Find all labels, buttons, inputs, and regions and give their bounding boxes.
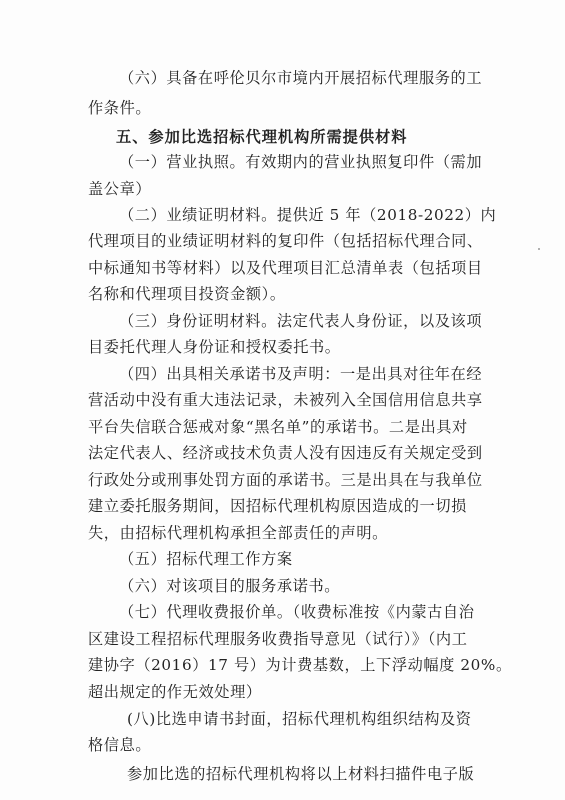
material-2-line3: 中标通知书等材料）以及代理项目汇总清单表（包括项目 [88, 259, 483, 277]
material-7-line1: （七）代理收费报价单。（收费标准按《内蒙古自治 [119, 603, 475, 621]
material-4-line2: 营活动中没有重大违法记录，未被列入全国信用信息共享 [88, 391, 483, 409]
material-6-line1: （六）对该项目的服务承诺书。 [119, 577, 341, 595]
material-4-line5: 行政处分或刑事处罚方面的承诺书。三是出具在与我单位 [88, 471, 483, 489]
material-4-line7: 失，由招标代理机构承担全部责任的声明。 [88, 524, 388, 542]
material-4-line3: 平台失信联合惩戒对象“黑名单”的承诺书。二是出具对 [88, 418, 468, 436]
closing-line1: 参加比选的招标代理机构将以上材料扫描件电子版 [127, 765, 475, 783]
material-8-line2: 格信息。 [88, 736, 152, 754]
material-1-line1: （一）营业执照。有效期内的营业执照复印件（需加 [119, 153, 483, 171]
material-8-line1: (八)比选申请书封面，招标代理机构组织结构及资 [127, 710, 472, 728]
material-7-line4: 超出规定的作无效处理） [88, 683, 262, 701]
item6-line1: （六）具备在呼伦贝尔市境内开展招标代理服务的工 [119, 69, 483, 87]
material-7-line3: 建协字（2016）17 号）为计费基数，上下浮动幅度 20%。 [88, 656, 512, 674]
material-2-line4: 名称和代理项目投资金额）。 [88, 285, 286, 303]
material-5-line1: （五）招标代理工作方案 [119, 550, 293, 568]
material-4-line6: 建立委托服务期间，因招标代理机构原因造成的一切损 [88, 497, 467, 515]
material-7-line2: 区建设工程招标代理服务收费指导意见（试行）》（内工 [88, 630, 468, 648]
material-3-line2: 目委托代理人身份证和授权委托书。 [88, 338, 341, 356]
material-2-line2: 代理项目的业绩证明材料的复印件（包括招标代理合同、 [88, 232, 483, 250]
section-heading: 五、参加比选招标代理机构所需提供材料 [116, 128, 408, 146]
material-4-line4: 法定代表人、经济或技术负责人没有因违反有关规定受到 [88, 444, 483, 462]
material-1-line2: 盖公章） [88, 180, 152, 198]
material-3-line1: （三）身份证明材料。法定代表人身份证，以及该项 [119, 312, 483, 330]
item6-line2: 作条件。 [88, 99, 152, 117]
material-2-line1: （二）业绩证明材料。提供近 5 年（2018-2022）内 [119, 206, 497, 224]
material-4-line1: （四）出具相关承诺书及声明：一是出具对往年在经 [119, 365, 483, 383]
scan-speck [538, 248, 540, 250]
